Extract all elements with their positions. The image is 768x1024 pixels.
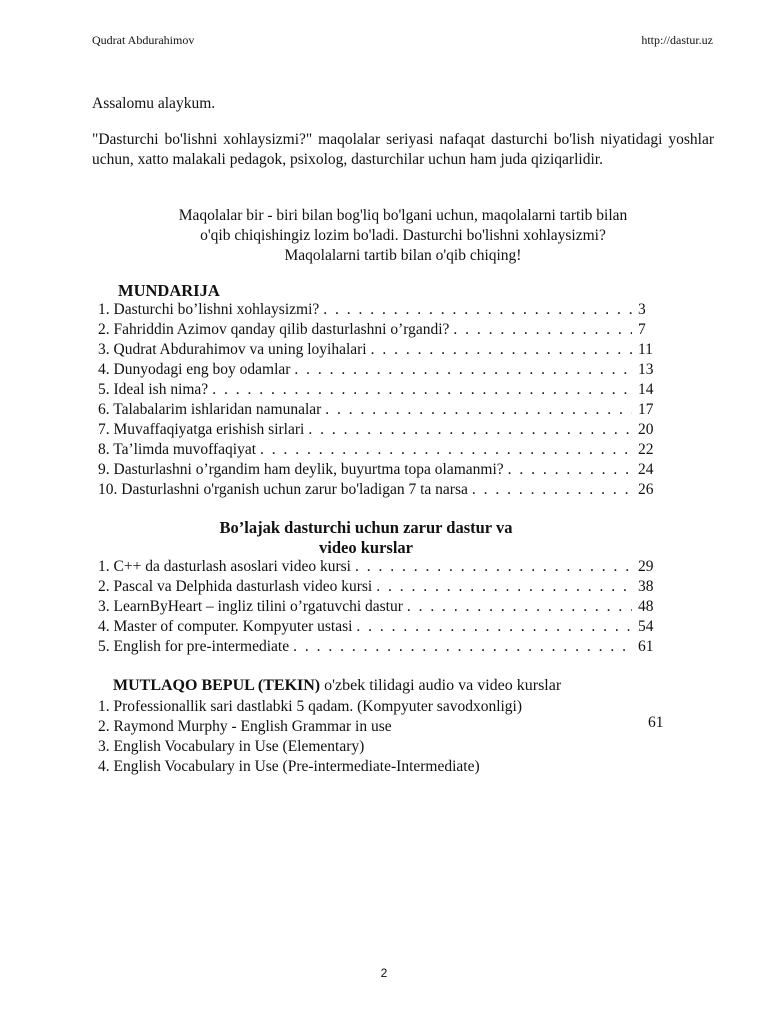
toc-list — [98, 300, 666, 500]
toc-item-page: 26 — [638, 481, 654, 498]
free-item: 3. English Vocabulary in Use (Elementary) — [98, 738, 365, 755]
course-item-page: 29 — [638, 558, 654, 575]
note-line: Maqolalarni tartib bilan o'qib chiqing! — [284, 247, 522, 264]
toc-item-page: 22 — [638, 441, 654, 458]
free-heading-bold: MUTLAQO BEPUL (TEKIN) — [113, 677, 321, 694]
dot-leader — [356, 617, 632, 637]
free-item: 4. English Vocabulary in Use (Pre-intermediate-Intermediate) — [98, 758, 480, 775]
toc-item-title: 2. Fahriddin Azimov qanday qilib dasturlashni o’rgandi? — [98, 321, 450, 338]
toc-item — [98, 340, 666, 360]
dot-leader — [407, 597, 632, 617]
dot-leader — [355, 557, 632, 577]
course-item-title: 4. Master of computer. Kompyuter ustasi — [98, 618, 353, 635]
free-heading-rest: o'zbek tilidagi audio va video kurslar — [320, 677, 562, 694]
course-item — [98, 637, 666, 657]
free-heading — [113, 677, 561, 695]
header-url: http://dastur.uz — [641, 33, 713, 47]
toc-item — [98, 460, 666, 480]
note-line: Maqolalar bir - biri bilan bog'liq bo'lgani uchun, maqolalarni tartib bilan — [178, 207, 628, 224]
toc-item — [98, 420, 666, 440]
toc-item-title: 3. Qudrat Abdurahimov va uning loyihalari — [98, 341, 367, 358]
toc-item — [98, 380, 666, 400]
course-item — [98, 597, 666, 617]
toc-item — [98, 360, 666, 380]
toc-item-page: 13 — [638, 361, 654, 378]
dot-leader — [260, 440, 632, 460]
toc-item-title: 9. Dasturlashni o’rgandim ham deylik, buyurtma topa olamanmi? — [98, 461, 504, 478]
courses-list — [98, 557, 666, 657]
course-item-page: 54 — [638, 618, 654, 635]
dot-leader — [371, 340, 632, 360]
courses-heading-line: Bo’lajak dasturchi uchun zarur dastur va — [219, 518, 513, 537]
toc-item-page: 20 — [638, 421, 654, 438]
greeting: Assalomu alaykum. — [92, 95, 216, 112]
note-paragraph — [92, 206, 714, 266]
toc-item-title: 8. Ta’limda muvoffaqiyat — [98, 441, 257, 458]
course-item-page: 48 — [638, 598, 654, 615]
free-item: 2. Raymond Murphy - English Grammar in use — [98, 718, 392, 735]
toc-item — [98, 440, 666, 460]
courses-heading — [92, 518, 640, 558]
dot-leader — [323, 300, 632, 320]
toc-item-title: 6. Talabalarim ishlaridan namunalar — [98, 401, 322, 418]
free-list — [98, 697, 522, 777]
toc-item — [98, 400, 666, 420]
toc-item — [98, 300, 666, 320]
course-item-page: 38 — [638, 578, 654, 595]
course-item-title: 5. English for pre-intermediate — [98, 638, 290, 655]
toc-heading: MUNDARIJA — [118, 281, 220, 300]
dot-leader — [325, 400, 632, 420]
dot-leader — [472, 480, 632, 500]
toc-item-page: 11 — [638, 341, 653, 358]
header-author: Qudrat Abdurahimov — [92, 33, 195, 47]
course-item-title: 3. LearnByHeart – ingliz tilini o’rgatuvchi dastur — [98, 598, 403, 615]
dot-leader — [376, 577, 632, 597]
note-line: o'qib chiqishingiz lozim bo'ladi. Dasturchi bo'lishni xohlaysizmi? — [200, 227, 606, 244]
free-item: 1. Professionallik sari dastlabki 5 qadam. (Kompyuter savodxonligi) — [98, 698, 523, 715]
toc-item-title: 4. Dunyodagi eng boy odamlar — [98, 361, 291, 378]
toc-item-title: 1. Dasturchi bo’lishni xohlaysizmi? — [98, 301, 320, 318]
dot-leader — [293, 637, 632, 657]
course-item — [98, 557, 666, 577]
toc-item-page: 17 — [638, 401, 654, 418]
toc-item-page: 14 — [638, 381, 654, 398]
toc-item-page: 7 — [638, 321, 646, 338]
free-page: 61 — [648, 714, 664, 731]
course-item-title: 1. C++ da dasturlash asoslari video kursi — [98, 558, 351, 575]
toc-item — [98, 480, 666, 500]
dot-leader — [308, 420, 632, 440]
courses-heading-line: video kurslar — [319, 538, 413, 557]
dot-leader — [508, 460, 632, 480]
course-item-title: 2. Pascal va Delphida dasturlash video kursi — [98, 578, 373, 595]
intro-paragraph: "Dasturchi bo'lishni xohlaysizmi?" maqolalar seriyasi nafaqat dasturchi bo'lish niyatidagi yoshlar uchun, xatto malakali pedagok, psixolog, dasturchilar uchun ham juda qiziqarlidir. — [92, 131, 714, 168]
toc-item — [98, 320, 666, 340]
course-item — [98, 617, 666, 637]
dot-leader — [212, 380, 632, 400]
toc-item-page: 3 — [638, 301, 646, 318]
page-number: 2 — [380, 966, 388, 980]
dot-leader — [294, 360, 632, 380]
toc-item-page: 24 — [638, 461, 654, 478]
toc-item-title: 7. Muvaffaqiyatga erishish sirlari — [98, 421, 305, 438]
toc-item-title: 10. Dasturlashni o'rganish uchun zarur bo'ladigan 7 ta narsa — [98, 481, 468, 498]
course-item-page: 61 — [638, 638, 654, 655]
dot-leader — [453, 320, 632, 340]
toc-item-title: 5. Ideal ish nima? — [98, 381, 209, 398]
course-item — [98, 577, 666, 597]
